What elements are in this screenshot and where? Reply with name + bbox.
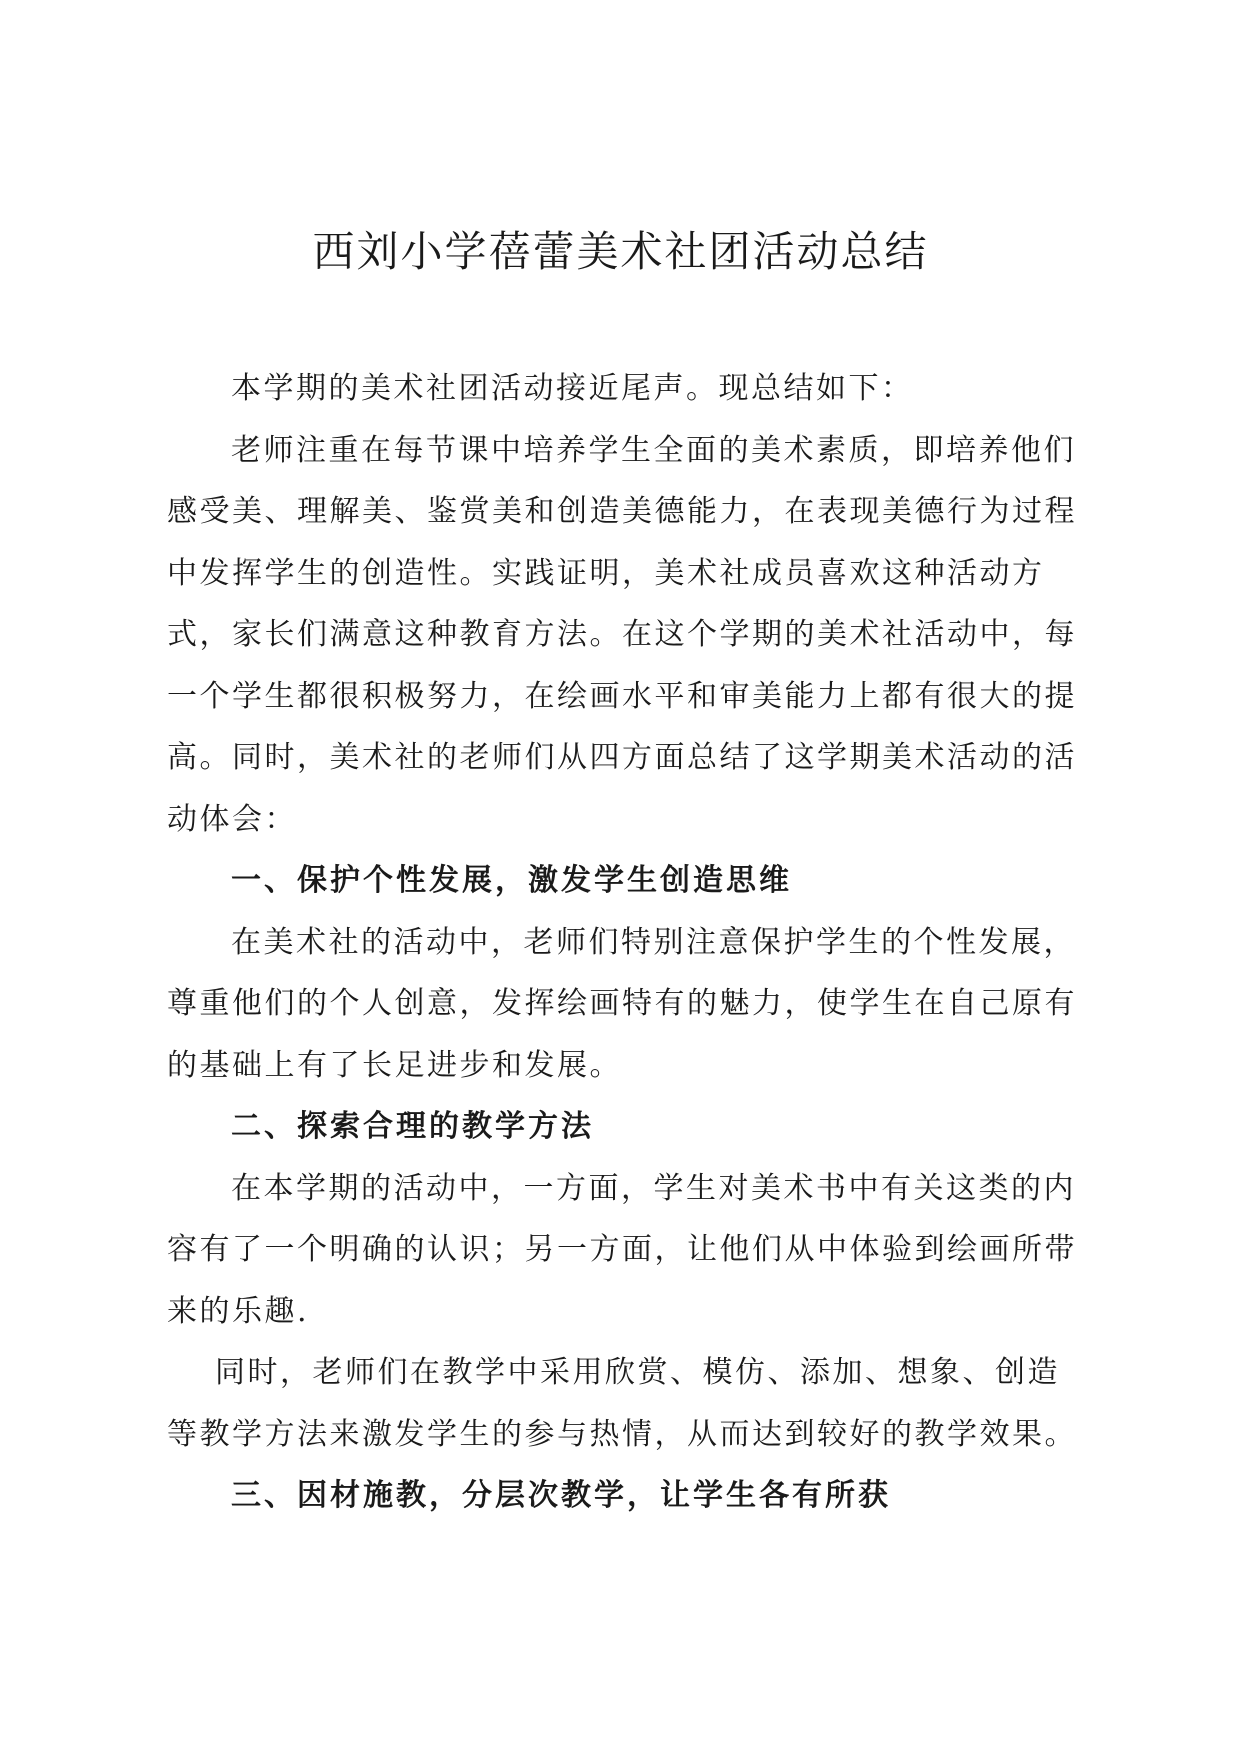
document-title: 西刘小学蓓蕾美术社团活动总结 bbox=[312, 227, 929, 276]
document-body bbox=[167, 358, 1087, 1527]
section-heading-2: 二、探索合理的教学方法 bbox=[231, 1109, 594, 1144]
section-heading-1: 一、保护个性发展，激发学生创造思维 bbox=[231, 863, 792, 898]
paragraph-intro: 本学期的美术社团活动接近尾声。现总结如下： bbox=[231, 371, 914, 406]
section-heading-3: 三、因材施教，分层次教学，让学生各有所获 bbox=[231, 1478, 891, 1513]
paragraph-section-2-cont: 同时，老师们在教学中采用欣赏、模仿、添加、想象、创造等教学方法来激发学生的参与热情，从而达到较好的教学效果。 bbox=[167, 1355, 1077, 1452]
paragraph-summary: 老师注重在每节课中培养学生全面的美术素质，即培养他们感受美、理解美、鉴赏美和创造美德能力，在表现美德行为过程中发挥学生的创造性。实践证明，美术社成员喜欢这种活动方式，家长们满意这种教育方法。在这个学期的美术社活动中，每一个学生都很积极努力，在绘画水平和审美能力上都有很大的提高。同时，美术社的老师们从四方面总结了这学期美术活动的活动体会： bbox=[167, 432, 1077, 837]
paragraph-section-1: 在美术社的活动中，老师们特别注意保护学生的个性发展，尊重他们的个人创意，发挥绘画特有的魅力，使学生在自己原有的基础上有了长足进步和发展。 bbox=[167, 924, 1077, 1083]
paragraph-section-2: 在本学期的活动中，一方面，学生对美术书中有关这类的内容有了一个明确的认识；另一方面，让他们从中体验到绘画所带来的乐趣. bbox=[167, 1170, 1077, 1329]
